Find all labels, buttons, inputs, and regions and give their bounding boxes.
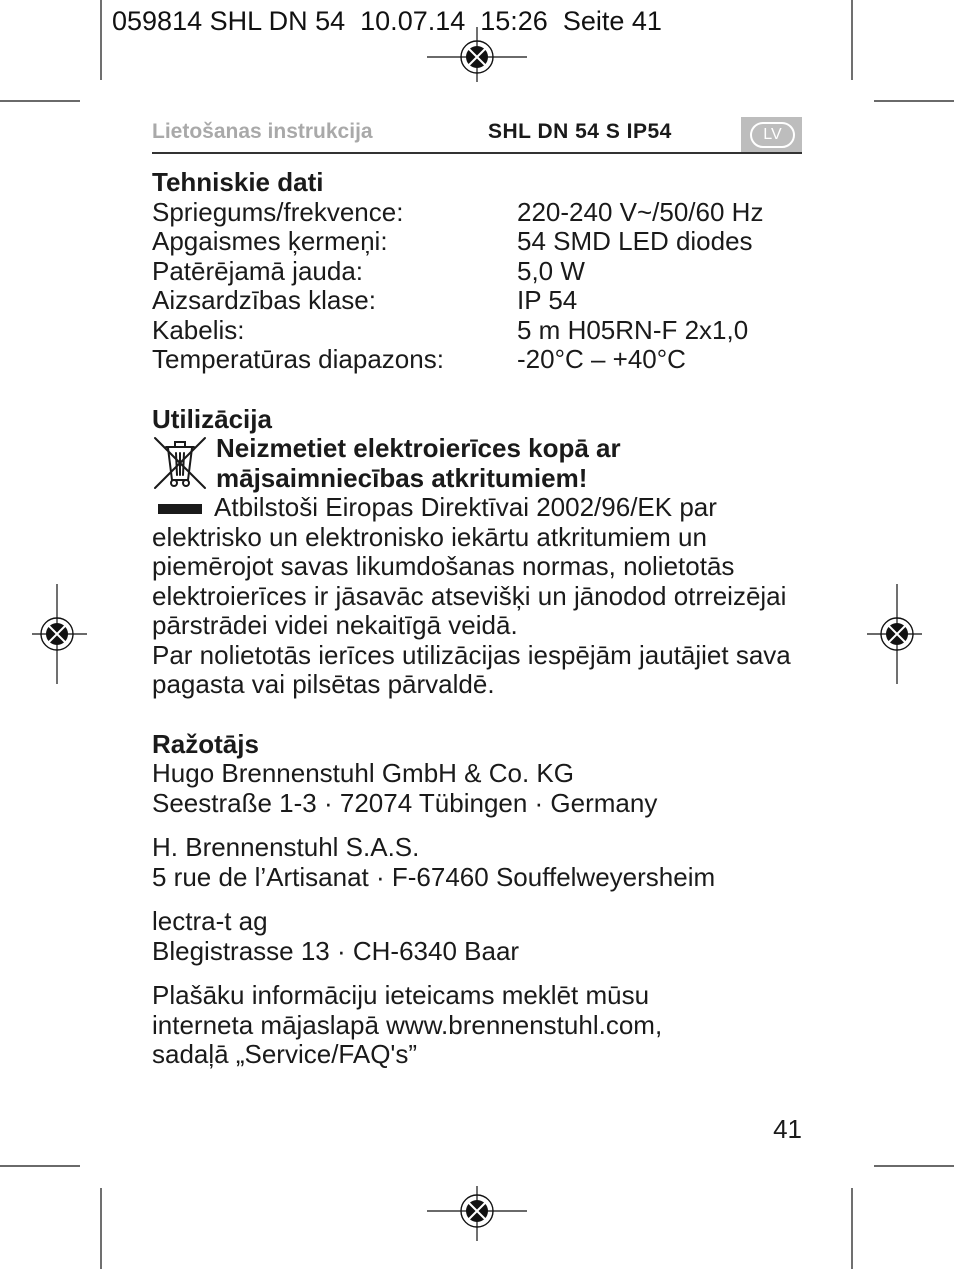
tech-label: Temperatūras diapazons:: [152, 344, 444, 374]
address-block: [152, 907, 802, 966]
tech-row: [152, 345, 802, 375]
weee-warning-text: Neizmetiet elektroierīces kopā ar mājsaimniecības atkritumiem!: [216, 433, 621, 493]
tech-label: Spriegums/frekvence:: [152, 196, 404, 227]
tech-row: [152, 316, 802, 346]
company-address: 5 rue de l’Artisanat · F-67460 Souffelweyersheim: [152, 861, 716, 892]
more-info-line: Plašāku informāciju ieteicams meklēt mūsu: [152, 980, 650, 1010]
tech-label: Aizsardzības klase:: [152, 285, 376, 315]
address-block: [152, 833, 802, 892]
print-slug: 059814 SHL DN 54 10.07.14 15:26 Seite 41: [112, 6, 662, 36]
tech-value: 5 m H05RN-F 2x1,0: [517, 314, 749, 345]
tech-row: [152, 198, 802, 228]
tech-label: Patērējamā jauda:: [152, 255, 364, 286]
product-code: SHL DN 54 S IP54: [488, 120, 672, 143]
disposal-body-2: Par nolietotās ierīces utilizācijas iespējām jautājiet sava pagasta vai pilsētas pārvaldē.: [152, 639, 791, 699]
weee-bar-symbol: [158, 504, 202, 514]
language-badge-label: LV: [750, 122, 795, 148]
tech-value: 5,0 W: [517, 255, 585, 286]
more-info-line: interneta mājaslapā www.brennenstuhl.com,: [152, 1009, 663, 1040]
more-info-line: sadaļā „Service/FAQ's”: [152, 1039, 418, 1069]
registration-target-left: [32, 584, 87, 684]
registration-target-bottom: [427, 1186, 527, 1241]
tech-value: IP 54: [517, 285, 578, 315]
tech-value: 54 SMD LED diodes: [517, 226, 753, 256]
company-name: lectra-t ag: [152, 906, 268, 936]
tech-value: 220-240 V~/50/60 Hz: [517, 196, 764, 227]
page-number: 41: [773, 1114, 802, 1144]
manufacturer-heading: Ražotājs: [152, 728, 259, 759]
disposal-heading: Utilizācija: [152, 403, 272, 434]
disposal-body-text: Atbilstoši Eiropas Direktīvai 2002/96/EK par elektrisko un elektronisko iekārtu atkritumiem un piemērojot savas likumdošanas normas, nolietotās elektroierīces ir jāsavāc atsevišķi un jānodod otrreizējai pārstrādei videi nekaitīgā veidā.: [152, 492, 787, 640]
page-content: [152, 168, 802, 1070]
tech-row: [152, 257, 802, 287]
registration-target-right: [867, 584, 922, 684]
tech-label: Apgaismes ķermeņi:: [152, 226, 388, 256]
tech-value: -20°C – +40°C: [517, 344, 686, 374]
manual-title: Lietošanas instrukcija: [152, 120, 373, 143]
tech-label: Kabelis:: [152, 314, 245, 345]
weee-warning: [152, 434, 802, 493]
address-block: [152, 759, 802, 818]
company-name: H. Brennenstuhl S.A.S.: [152, 832, 420, 862]
tech-heading: Tehniskie dati: [152, 167, 324, 197]
crossed-bin-icon: [152, 436, 208, 490]
tech-table: [152, 198, 802, 375]
header-rule: [152, 152, 802, 154]
language-badge: [741, 117, 802, 153]
disposal-body: [152, 493, 802, 641]
company-address: Blegistrasse 13 · CH-6340 Baar: [152, 935, 520, 966]
tech-row: [152, 286, 802, 316]
tech-row: [152, 227, 802, 257]
registration-target-top: [427, 27, 527, 82]
more-info: [152, 981, 802, 1070]
company-name: Hugo Brennenstuhl GmbH & Co. KG: [152, 758, 574, 788]
company-address: Seestraße 1-3 · 72074 Tübingen · Germany: [152, 787, 658, 818]
